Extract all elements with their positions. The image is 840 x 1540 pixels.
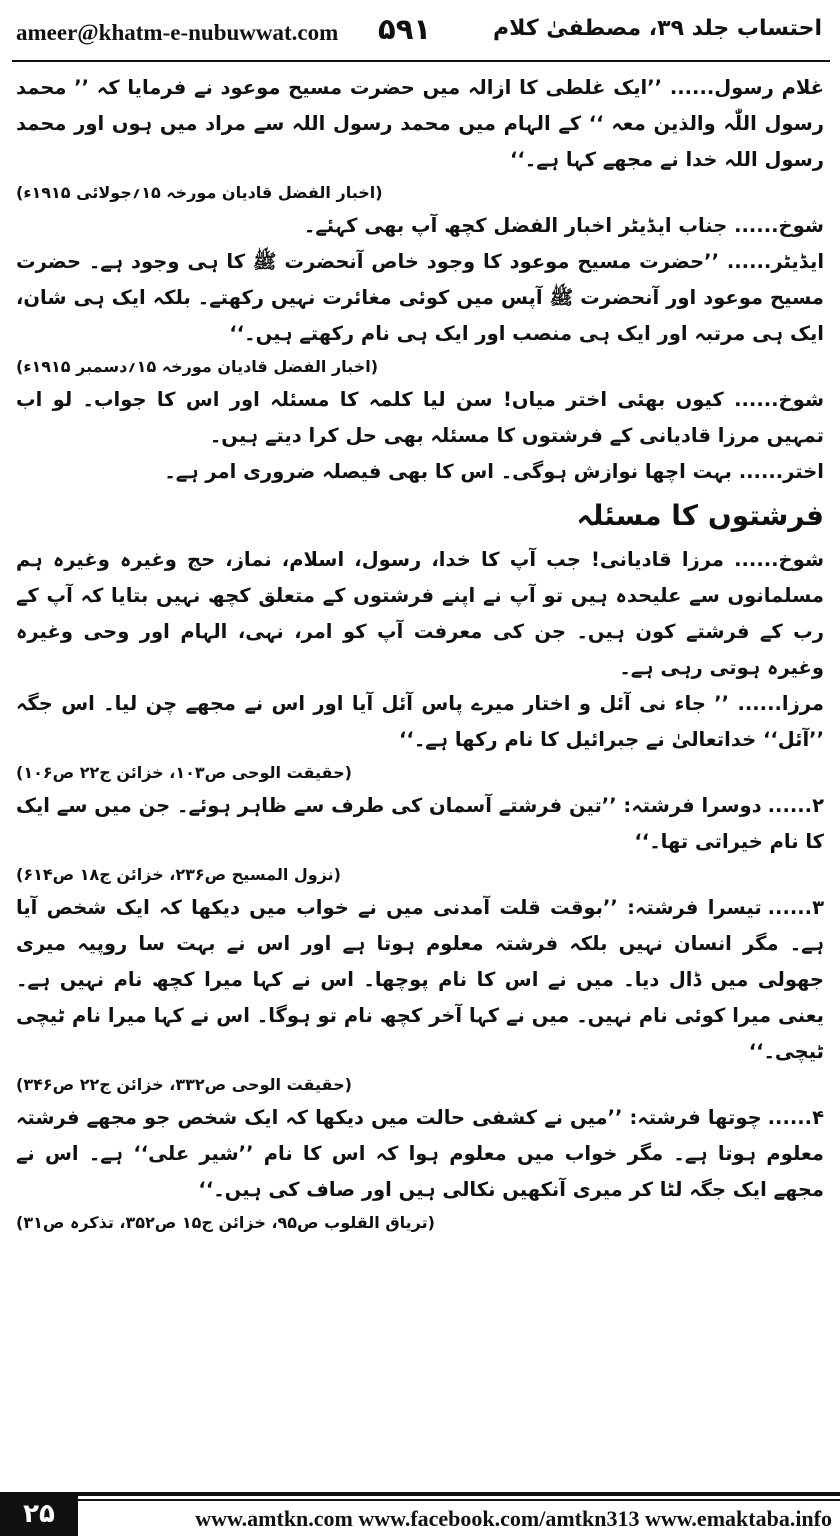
footer-page-badge: ۲۵	[0, 1492, 78, 1536]
angel-3-text: تیسرا فرشتہ: ’’بوقت قلت آمدنی میں نے خواب میں دیکھا کہ ایک شخص آیا ہے۔ مگر انسان نہیں بلکہ فرشتہ معلوم ہوتا ہے اور اس نے بہت سا روپیہ میری جھولی میں ڈال دیا۔ میں نے اس کا نام پوچھا۔ اس نے کہا میرا کچھ نام نہیں ہے۔ یعنی میرا کوئی نام نہیں۔ میں نے کہا آخر کچھ نام تو ہوگا۔ اس نے کہا میرا نام ٹیچی ٹیچی۔‘‘	[16, 896, 824, 1063]
reference-1: (اخبار الفضل قادیان مورخہ ۱۵؍جولائی ۱۹۱۵ء)	[16, 183, 383, 202]
header-book-title: احتساب جلد ۳۹، مصطفیٰ کلام	[493, 16, 822, 41]
reference-5: (حقیقت الوحی ص۳۳۲، خزائن ج۲۲ ص۳۴۶)	[16, 1075, 352, 1094]
header-email: ameer@khatm-e-nubuwwat.com	[16, 20, 339, 45]
reference-6: (تریاق القلوب ص۹۵، خزائن ج۱۵ ص۳۵۲، تذکرہ ص۳۱)	[16, 1213, 435, 1232]
paragraph-angel-4	[16, 1100, 824, 1208]
reference-2: (اخبار الفضل قادیان مورخہ ۱۵؍دسمبر ۱۹۱۵ء)	[16, 357, 379, 376]
paragraph-angel-2	[16, 788, 824, 860]
paragraph-shokh-1: شوخ...... جناب ایڈیٹر اخبار الفضل کچھ آپ بھی کہئے۔	[303, 214, 824, 237]
header-divider	[12, 60, 830, 62]
reference-4: (نزول المسیح ص۲۳۶، خزائن ج۱۸ ص۶۱۴)	[16, 865, 341, 884]
angel-2-text: دوسرا فرشتہ: ’’تین فرشتے آسمان کی طرف سے ظاہر ہوئے۔ جن میں سے ایک کا نام خیراتی تھا۔‘‘	[16, 794, 824, 853]
paragraph-angel-3	[16, 890, 824, 1070]
footer-divider-thin	[78, 1499, 840, 1501]
item-number-4: ۴......	[767, 1106, 824, 1129]
paragraph-shokh-2: شوخ...... کیوں بھئی اختر میاں! سن لیا کلمہ کا مسئلہ اور اس کا جواب۔ لو اب تمہیں مرزا قادیانی کے فرشتوں کا مسئلہ بھی حل کرا دیتے ہیں۔	[16, 388, 824, 447]
angel-4-text: چوتھا فرشتہ: ’’میں نے کشفی حالت میں دیکھا کہ ایک شخص جو مجھے فرشتہ معلوم ہوتا ہے۔ مگر خواب میں معلوم ہوا کہ اس کا نام ’’شیر علی‘‘ ہے۔ اس نے مجھے ایک جگہ لٹا کر میری آنکھیں نکالی ہیں اور صاف کی ہیں۔‘‘	[16, 1106, 824, 1201]
paragraph-shokh-3: شوخ...... مرزا قادیانی! جب آپ کا خدا، رسول، اسلام، نماز، حج وغیرہ وغیرہ ہم مسلمانوں سے علیحدہ ہیں تو آپ نے اپنے فرشتوں کے متعلق کچھ نہیں بتایا کہ آپ کے رب کے فرشتے کون ہیں۔ جن کی معرفت آپ کو امر، نہی، الہام اور وحی وغیرہ وغیرہ ہوتی رہی ہے۔	[16, 548, 824, 679]
page-footer	[0, 1488, 840, 1540]
footer-website-links: www.amtkn.com www.facebook.com/amtkn313 www.emaktaba.info	[195, 1506, 832, 1531]
page-header	[0, 0, 840, 62]
paragraph-editor: ایڈیٹر...... ’’حضرت مسیح موعود کا وجود خاص آنحضرت ﷺ کا ہی وجود ہے۔ حضرت مسیح موعود اور آنحضرت ﷺ آپس میں کوئی مغائرت نہیں رکھتے۔ بلکہ ایک ہی شان، ایک ہی مرتبہ اور ایک ہی منصب اور ایک ہی نام رکھتے ہیں۔‘‘	[16, 250, 824, 345]
section-heading: فرشتوں کا مسئلہ	[576, 499, 824, 532]
paragraph-mirza: مرزا...... ’’ جاء نی آئل و اختار میرے پاس آئل آیا اور اس نے مجھے چن لیا۔ اس جگہ ’’آئل‘‘ خداتعالیٰ نے جبرائیل کا نام رکھا ہے۔‘‘	[16, 692, 824, 751]
paragraph-akhtar: اختر...... بہت اچھا نوازش ہوگی۔ اس کا بھی فیصلہ ضروری امر ہے۔	[164, 460, 824, 483]
footer-divider-thick	[78, 1492, 840, 1496]
page-body	[16, 70, 824, 1448]
item-number-3: ۳......	[767, 896, 824, 919]
item-number-2: ۲......	[767, 794, 824, 817]
paragraph-ghulam-rasool: غلام رسول...... ’’ایک غلطی کا ازالہ میں حضرت مسیح موعود نے فرمایا کہ ’’ محمد رسول اللّٰہ والذین معہ ‘‘ کے الہام میں محمد رسول اللہ سے مراد میں ہوں اور محمد رسول اللہ خدا نے مجھے کہا ہے۔‘‘	[16, 76, 824, 171]
reference-3: (حقیقت الوحی ص۱۰۳، خزائن ج۲۲ ص۱۰۶)	[16, 763, 352, 782]
header-page-number: ۵۹۱	[378, 12, 432, 46]
